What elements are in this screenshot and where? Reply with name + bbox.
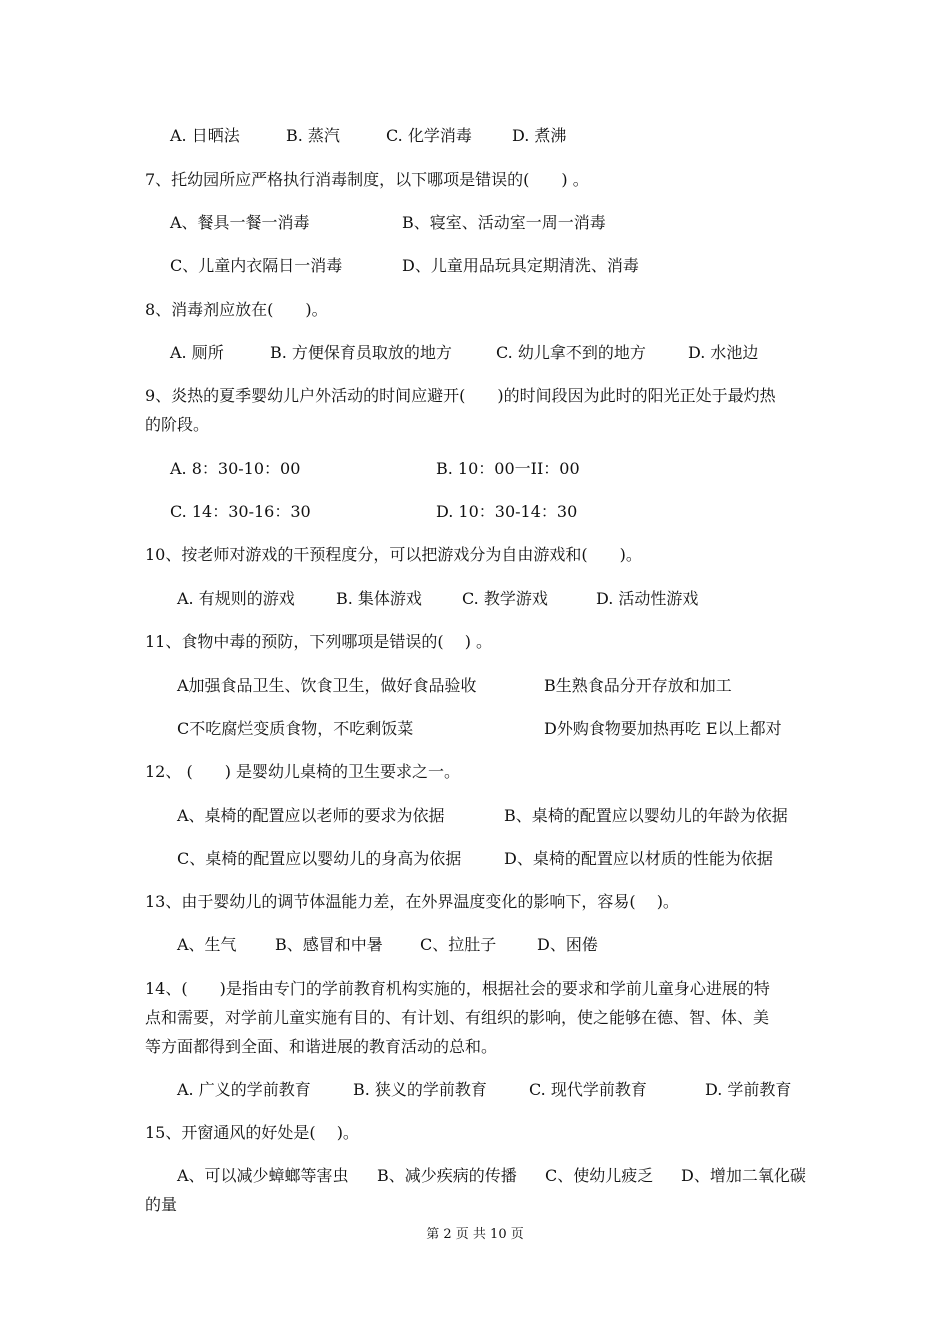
option-a: A、可以减少蟑螂等害虫 — [177, 1166, 349, 1185]
option-a: A、桌椅的配置应以老师的要求为依据 — [177, 806, 445, 825]
option-d: D、增加二氧化碳 — [681, 1166, 806, 1185]
option-c: C、桌椅的配置应以婴幼儿的身高为依据 — [177, 849, 462, 868]
option-b: B. 10：00一II：00 — [436, 459, 580, 478]
option-d: D. 学前教育 — [705, 1080, 792, 1099]
option-b: B、寝室、活动室一周一消毒 — [402, 213, 606, 232]
option-a: A. 8：30-10：00 — [170, 459, 301, 478]
option-d: D外购食物要加热再吃 E以上都对 — [544, 719, 782, 738]
option-b: B. 蒸汽 — [286, 126, 340, 145]
option-b: B、桌椅的配置应以婴幼儿的年龄为依据 — [504, 806, 788, 825]
option-c: C、儿童内衣隔日一消毒 — [170, 256, 343, 275]
question-11-stem: 11、食物中毒的预防，下列哪项是错误的( ) 。 — [145, 632, 493, 651]
question-13-stem: 13、由于婴幼儿的调节体温能力差，在外界温度变化的影响下，容易( )。 — [145, 892, 679, 911]
option-b: B. 方便保育员取放的地方 — [270, 343, 452, 362]
option-c: C. 化学消毒 — [386, 126, 472, 145]
question-9-stem-line1: 9、炎热的夏季婴幼儿户外活动的时间应避开( )的时间段因为此时的阳光正处于最灼热 — [145, 386, 776, 405]
option-b: B生熟食品分开存放和加工 — [544, 676, 732, 695]
option-c: C. 幼儿拿不到的地方 — [496, 343, 646, 362]
option-c: C. 14：30-16：30 — [170, 502, 311, 521]
question-15-stem: 15、开窗通风的好处是( )。 — [145, 1123, 359, 1142]
option-d: D、儿童用品玩具定期清洗、消毒 — [402, 256, 639, 275]
option-c: C. 现代学前教育 — [529, 1080, 647, 1099]
option-a: A. 日晒法 — [170, 126, 240, 145]
question-14-stem-line2: 点和需要，对学前儿童实施有目的、有计划、有组织的影响，使之能够在德、智、体、美 — [145, 1008, 770, 1027]
question-9-stem-line2: 的阶段。 — [145, 415, 210, 434]
option-a: A. 厕所 — [170, 343, 224, 362]
option-c: C. 教学游戏 — [462, 589, 548, 608]
question-14-stem-line1: 14、( )是指由专门的学前教育机构实施的，根据社会的要求和学前儿童身心进展的特 — [145, 979, 770, 998]
option-c: C不吃腐烂变质食物，不吃剩饭菜 — [177, 719, 414, 738]
option-a: A、餐具一餐一消毒 — [170, 213, 310, 232]
page-number-footer: 第 2 页 共 10 页 — [426, 1227, 524, 1242]
option-d: D、桌椅的配置应以材质的性能为依据 — [504, 849, 773, 868]
option-c: C、拉肚子 — [420, 935, 497, 954]
option-a: A. 有规则的游戏 — [177, 589, 295, 608]
option-b: B、减少疾病的传播 — [377, 1166, 517, 1185]
question-8-stem: 8、消毒剂应放在( )。 — [145, 300, 328, 319]
question-15-option-d-wrap: 的量 — [145, 1195, 178, 1214]
question-7-stem: 7、托幼园所应严格执行消毒制度，以下哪项是错误的( ) 。 — [145, 170, 589, 189]
question-14-stem-line3: 等方面都得到全面、和谐进展的教育活动的总和。 — [145, 1037, 498, 1056]
option-a: A. 广义的学前教育 — [177, 1080, 311, 1099]
option-a: A加强食品卫生、饮食卫生，做好食品验收 — [177, 676, 477, 695]
option-b: B、感冒和中暑 — [275, 935, 383, 954]
question-12-stem: 12、 ( ) 是婴幼儿桌椅的卫生要求之一。 — [145, 762, 461, 781]
option-d: D. 活动性游戏 — [596, 589, 699, 608]
option-b: B. 集体游戏 — [336, 589, 422, 608]
option-b: B. 狭义的学前教育 — [353, 1080, 487, 1099]
option-d: D. 水池边 — [688, 343, 759, 362]
option-d: D. 10：30-14：30 — [436, 502, 578, 521]
option-c: C、使幼儿疲乏 — [545, 1166, 654, 1185]
option-d: D、困倦 — [537, 935, 598, 954]
option-d: D. 煮沸 — [512, 126, 567, 145]
question-10-stem: 10、按老师对游戏的干预程度分，可以把游戏分为自由游戏和( )。 — [145, 545, 642, 564]
option-a: A、生气 — [177, 935, 237, 954]
